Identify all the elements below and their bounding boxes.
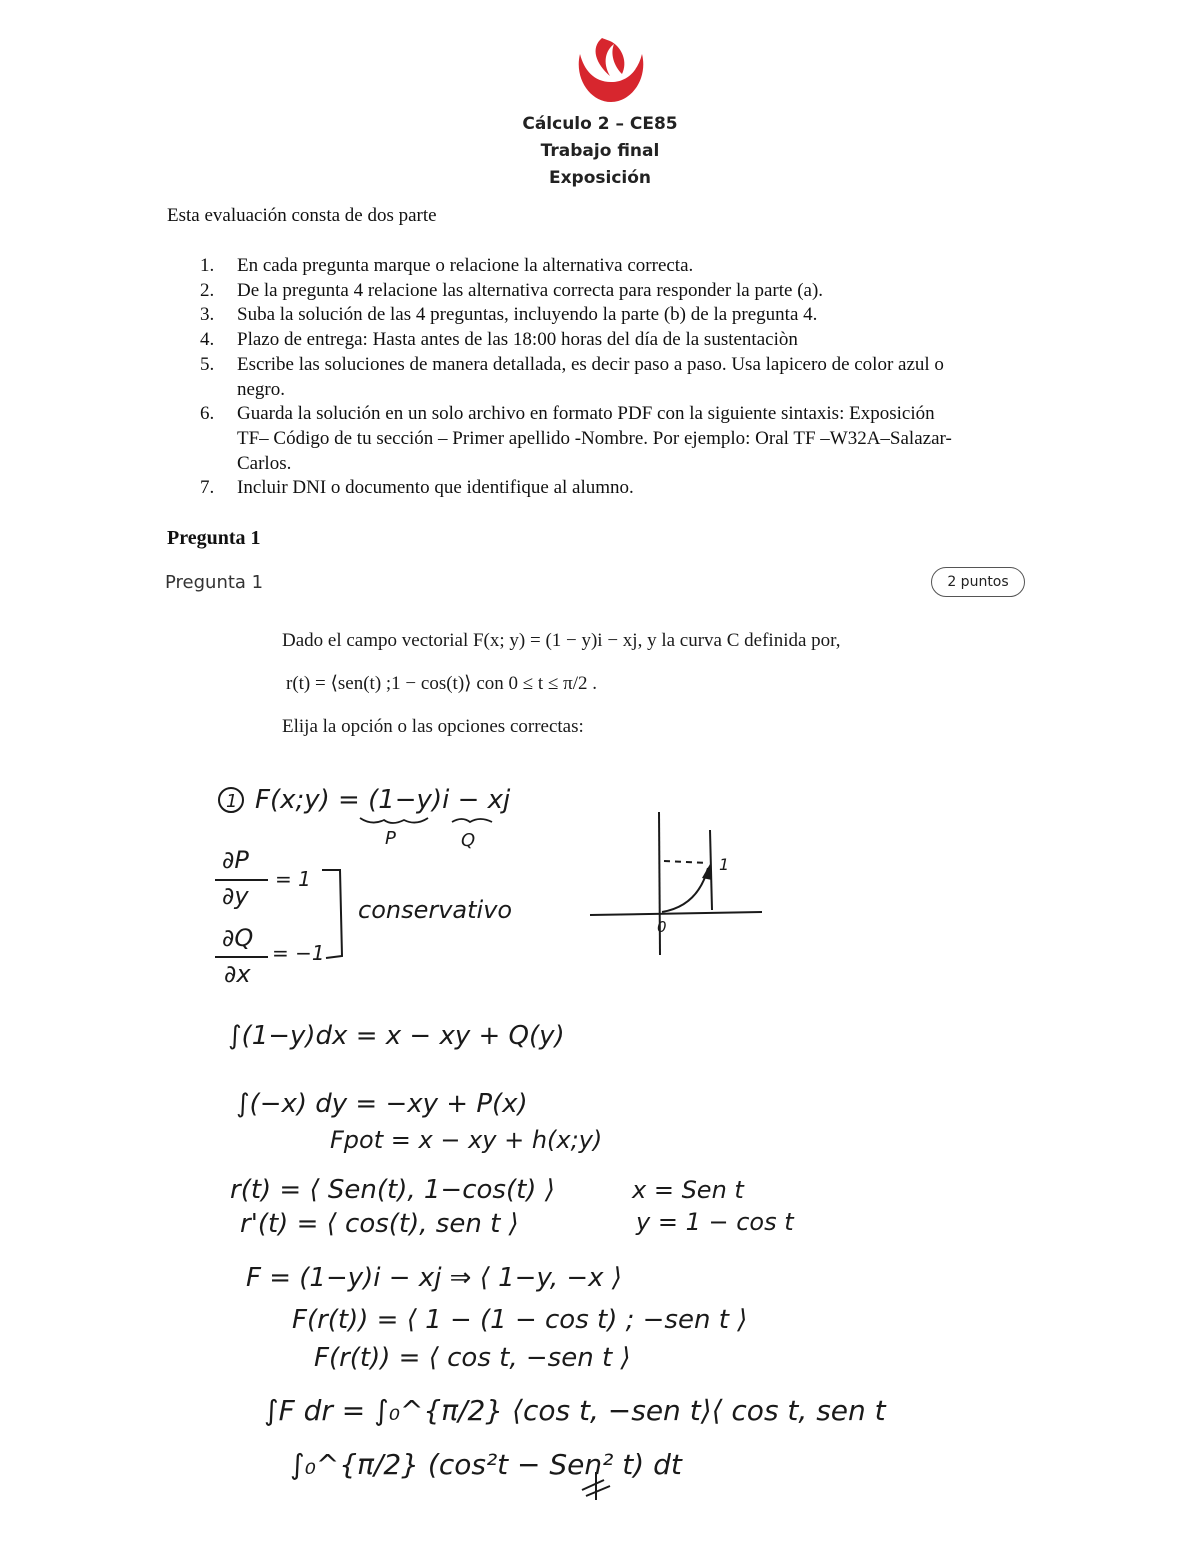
- rule-text-line: De la pregunta 4 relacione las alternativa correcta para responder la parte (a).: [237, 279, 824, 301]
- hw-dq: ∂Q: [222, 924, 254, 952]
- hw-dy: ∂y: [222, 882, 249, 910]
- rule-number: 4.: [200, 329, 215, 351]
- rule-text-line: Escribe las soluciones de manera detallada, es decir paso a paso. Usa lapicero de color azul o: [237, 353, 944, 375]
- hw-rt: r(t) = ⟨ Sen(t), 1−cos(t) ⟩: [230, 1175, 555, 1205]
- question-card-title: Pregunta 1: [165, 572, 264, 593]
- rule-number: 5.: [200, 353, 215, 375]
- question-heading: Pregunta 1: [167, 527, 261, 549]
- hw-dq-val: = −1: [272, 941, 325, 965]
- rule-text-line: TF– Código de tu sección – Primer apellido -Nombre. Por ejemplo: Oral TF –W32A–Salazar-: [237, 427, 952, 449]
- rule-text-line: Carlos.: [237, 452, 292, 474]
- rule-text-line: Incluir DNI o documento que identifique al alumno.: [237, 477, 634, 499]
- hw-dx: ∂x: [224, 960, 251, 988]
- hw-integral-4: ∫₀^{π/2} (cos²t − Sen² t) dt: [290, 1448, 682, 1481]
- rule-number: 1.: [200, 255, 215, 276]
- hw-fvec: F = (1−y)i − xj ⇒ ⟨ 1−y, −x ⟩: [246, 1263, 622, 1293]
- rule-item: [200, 303, 1060, 328]
- intro-text: Esta evaluación consta de dos parte: [167, 205, 437, 226]
- rule-text-line: Suba la solución de las 4 preguntas, incluyendo la parte (b) de la pregunta 4.: [237, 304, 818, 326]
- rule-number: 3.: [200, 304, 215, 326]
- rule-item: [200, 353, 1060, 402]
- circled-number: 1: [226, 791, 238, 812]
- problem-statement-2: r(t) = ⟨sen(t) ;1 − cos(t)⟩ con 0 ≤ t ≤ π/2 .: [286, 673, 598, 694]
- hw-field: F(x;y) = (1−y)i − xj: [255, 785, 511, 815]
- rules-list: [200, 254, 1060, 501]
- course-title: Cálculo 2 – CE85: [522, 114, 678, 134]
- assignment-mode: Exposición: [548, 168, 652, 188]
- hw-fpot: Fpot = x − xy + h(x;y): [330, 1126, 603, 1154]
- rule-item: [200, 254, 1060, 279]
- university-logo: [572, 34, 650, 106]
- hw-rpt: r'(t) = ⟨ cos(t), sen t ⟩: [240, 1209, 519, 1239]
- assignment-title: Trabajo final: [540, 141, 660, 161]
- rule-item: [200, 279, 1060, 304]
- rule-text-line: Guarda la solución en un solo archivo en formato PDF con la siguiente sintaxis: Exposición: [237, 403, 935, 425]
- hw-integral-2: ∫(−x) dy = −xy + P(x): [236, 1089, 528, 1119]
- rule-item: [200, 476, 1060, 501]
- hw-graph-one: 1: [719, 855, 730, 874]
- problem-statement-1: Dado el campo vectorial F(x; y) = (1 − y)i − xj, y la curva C definida por,: [282, 630, 841, 651]
- points-badge: 2 puntos: [931, 567, 1025, 597]
- hw-frt: F(r(t)) = ⟨ 1 − (1 − cos t) ; −sen t ⟩: [292, 1305, 748, 1335]
- rule-item: [200, 328, 1060, 353]
- hw-ysub: y = 1 − cos t: [636, 1208, 794, 1236]
- hw-graph-zero: 0: [657, 918, 667, 936]
- hw-dp: ∂P: [222, 846, 249, 874]
- rule-text-line: Plazo de entrega: Hasta antes de las 18:00 horas del día de la sustentaciòn: [237, 329, 798, 351]
- rule-number: 7.: [200, 477, 215, 499]
- hw-xsub: x = Sen t: [632, 1176, 744, 1204]
- rule-number: 2.: [200, 279, 215, 301]
- rule-item: [200, 402, 1060, 476]
- hw-conservativo: conservativo: [358, 896, 513, 924]
- rule-text-line: En cada pregunta marque o relacione la alternativa correcta.: [237, 255, 694, 276]
- rule-text-line: negro.: [237, 378, 286, 400]
- hw-integral-1: ∫(1−y)dx = x − xy + Q(y): [228, 1021, 565, 1051]
- rule-number: 6.: [200, 403, 215, 425]
- hw-p-label: P: [385, 828, 396, 849]
- problem-statement-3: Elija la opción o las opciones correctas:: [282, 716, 584, 737]
- hw-frt2: F(r(t)) = ⟨ cos t, −sen t ⟩: [314, 1343, 631, 1373]
- hw-dp-val: = 1: [275, 867, 311, 891]
- hw-q-label: Q: [461, 830, 476, 851]
- handwritten-solution: [0, 760, 1200, 1550]
- hw-integral-3: ∫F dr = ∫₀^{π/2} ⟨cos t, −sen t⟩⟨ cos t, sen t: [264, 1394, 886, 1427]
